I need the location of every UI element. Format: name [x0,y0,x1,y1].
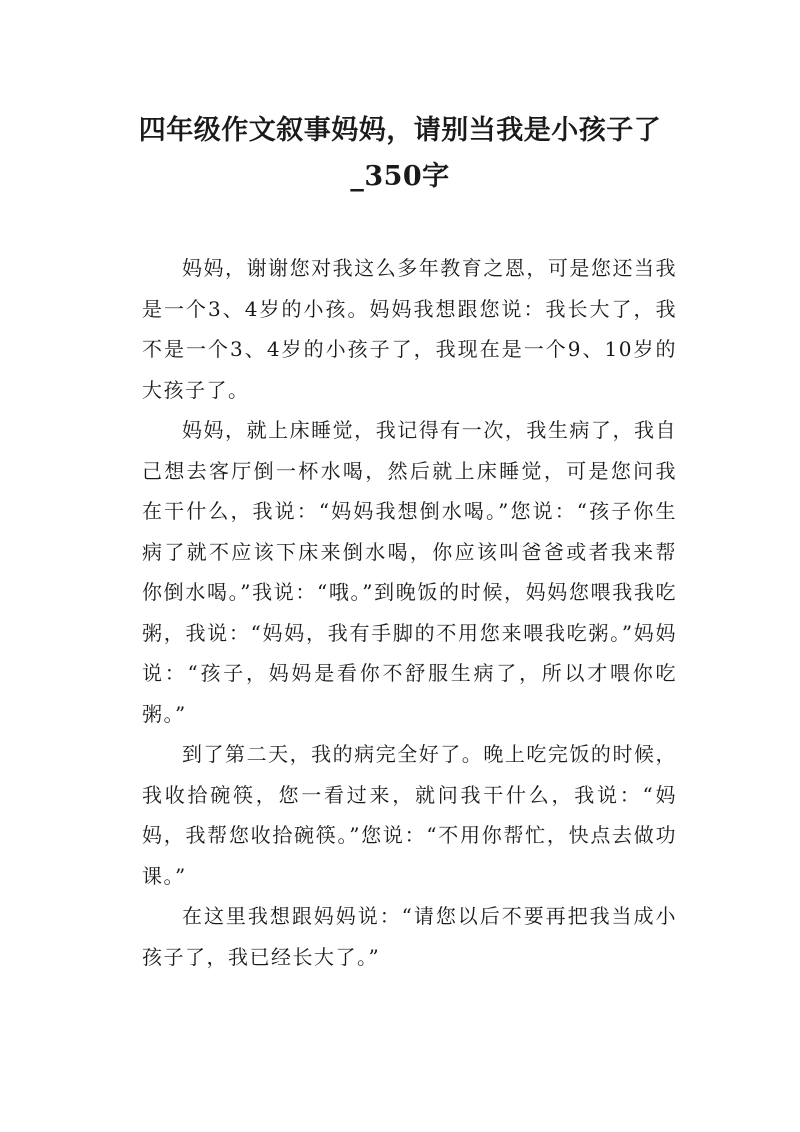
document-body [142,248,677,977]
paragraph-4: 在这里我想跟妈妈说：“请您以后不要再把我当成小孩子了，我已经长大了。” [142,904,677,969]
paragraph-2: 妈妈，就上床睡觉，我记得有一次，我生病了，我自己想去客厅倒一杯水喝，然后就上床睡觉，可是您问我在干什么，我说：“妈妈我想倒水喝。”您说：“孩子你生病了就不应该下床来倒水喝，你应该叫爸爸或者我来帮你倒水喝。”我说：“哦。”到晚饭的时候，妈妈您喂我我吃粥，我说：“妈妈，我有手脚的不用您来喂我吃粥。”妈妈说：“孩子，妈妈是看你不舒服生病了，所以才喂你吃粥。” [142,418,677,726]
document-title: 四年级作文叙事妈妈，请别当我是小孩子了_350字 [138,115,662,192]
paragraph-3: 到了第二天，我的病完全好了。晚上吃完饭的时候，我收拾碗筷，您一看过来，就问我干什么，我说：“妈妈，我帮您收拾碗筷。”您说：“不用你帮忙，快点去做功课。” [142,742,677,888]
paragraph-1: 妈妈，谢谢您对我这么多年教育之恩，可是您还当我是一个3、4岁的小孩。妈妈我想跟您说：我长大了，我不是一个3、4岁的小孩子了，我现在是一个9、10岁的大孩子了。 [142,256,677,402]
